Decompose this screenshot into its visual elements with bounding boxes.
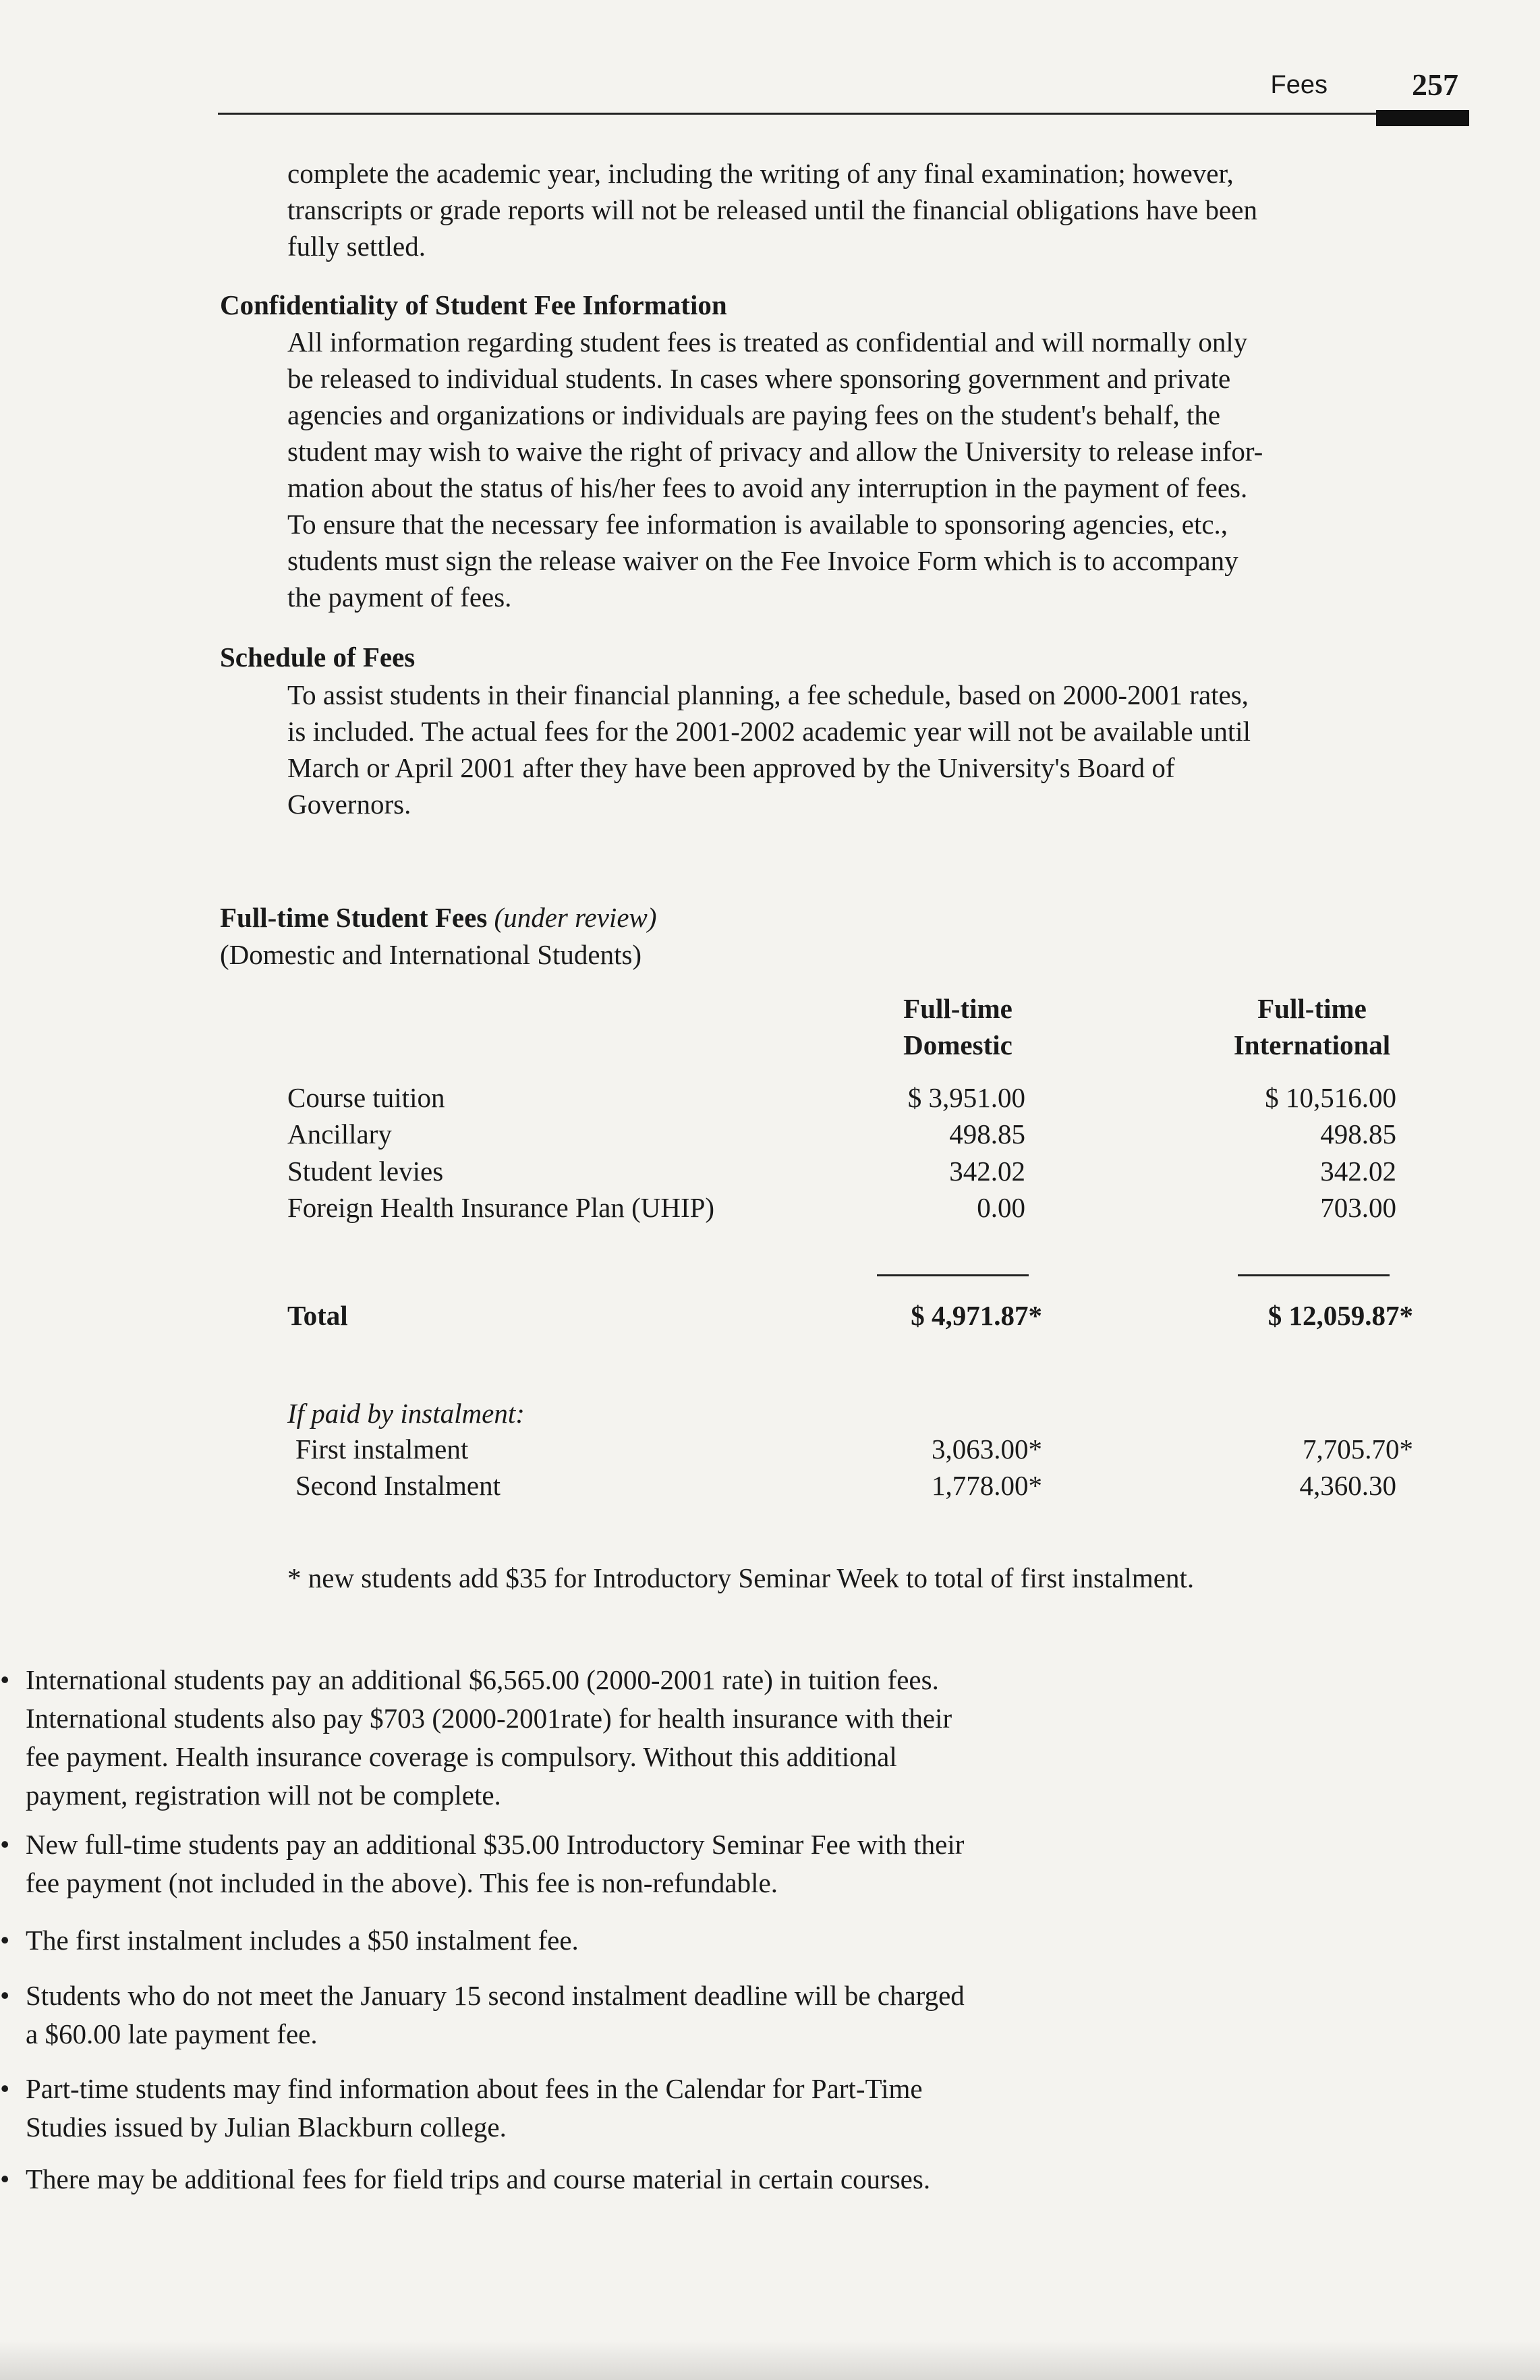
row-domestic: 342.02 <box>949 1156 1025 1187</box>
text-line: To ensure that the necessary fee information is available to sponsoring agencies, etc., <box>287 509 1228 540</box>
footnote: * new students add $35 for Introductory Seminar Week to total of first instalment. <box>287 1562 1195 1593</box>
text-line: Governors. <box>287 789 411 820</box>
running-header <box>218 67 1471 111</box>
text-line: transcripts or grade reports will not be released until the financial obligations have been <box>287 194 1257 225</box>
text-line: complete the academic year, including the writing of any final examination; however, <box>287 158 1234 189</box>
text-line: mation about the status of his/her fees to avoid any interruption in the payment of fees. <box>287 472 1248 503</box>
row-label: Student levies <box>287 1156 444 1187</box>
text-line: be released to individual students. In cases where sponsoring government and private <box>287 363 1231 394</box>
total-rule-international <box>1238 1274 1390 1276</box>
confidentiality-heading: Confidentiality of Student Fee Information <box>220 289 727 320</box>
scan-bottom-edge <box>0 2341 1540 2380</box>
col-head-international-2: International <box>1233 1029 1391 1060</box>
row-domestic: 498.85 <box>949 1118 1025 1150</box>
col-head-domestic-2: Domestic <box>903 1029 1013 1060</box>
header-rule <box>218 113 1469 115</box>
intro-paragraph <box>287 155 1475 264</box>
total-international: $ 12,059.87* <box>1267 1300 1413 1331</box>
fees-table-title-text: Full-time Student Fees <box>220 902 488 933</box>
text-line: fully settled. <box>287 231 426 262</box>
schedule-heading: Schedule of Fees <box>220 642 416 673</box>
row-domestic: 0.00 <box>977 1192 1025 1223</box>
text-line: There may be additional fees for field trips and course material in certain courses. <box>26 2163 931 2194</box>
fees-table-subtitle: (Domestic and International Students) <box>220 939 642 970</box>
confidentiality-paragraph <box>287 324 1475 615</box>
fees-table-title <box>220 899 657 936</box>
instalment-heading: If paid by instalment: <box>287 1398 525 1429</box>
row-label: Foreign Health Insurance Plan (UHIP) <box>287 1192 715 1223</box>
text-line: March or April 2001 after they have been approved by the University's Board of <box>287 752 1175 783</box>
text-line: New full-time students pay an additional $35.00 Introductory Seminar Fee with their <box>26 1829 965 1860</box>
text-line: All information regarding student fees is treated as confidential and will normally only <box>287 327 1248 358</box>
text-line: is included. The actual fees for the 2001-2002 academic year will not be available until <box>287 716 1251 747</box>
page-number: 257 <box>1412 67 1458 102</box>
text-line: International students also pay $703 (2000-2001rate) for health insurance with their <box>26 1703 952 1734</box>
instalment-domestic: 1,778.00* <box>932 1470 1042 1501</box>
text-line: agencies and organizations or individuals are paying fees on the student's behalf, the <box>287 399 1221 430</box>
text-line: payment, registration will not be complete. <box>26 1780 501 1811</box>
instalment-label: Second Instalment <box>295 1470 501 1501</box>
total-rule-domestic <box>877 1274 1029 1276</box>
row-international: 342.02 <box>1320 1156 1396 1187</box>
total-domestic: $ 4,971.87* <box>911 1300 1042 1331</box>
text-line: a $60.00 late payment fee. <box>26 2018 318 2049</box>
total-label: Total <box>287 1300 348 1331</box>
schedule-paragraph <box>287 677 1475 822</box>
text-line: International students pay an additional $6,565.00 (2000-2001 rate) in tuition fees. <box>26 1664 939 1695</box>
col-head-domestic-1: Full-time <box>903 993 1013 1024</box>
row-domestic: $ 3,951.00 <box>907 1082 1025 1113</box>
row-label: Course tuition <box>287 1082 445 1113</box>
row-international: 498.85 <box>1320 1118 1396 1150</box>
row-international: $ 10,516.00 <box>1265 1082 1396 1113</box>
text-line: fee payment (not included in the above). This fee is non-refundable. <box>26 1867 778 1898</box>
fees-table-title-note: (under review) <box>494 902 657 933</box>
text-line: fee payment. Health insurance coverage is compulsory. Without this additional <box>26 1741 897 1772</box>
instalment-international: 7,705.70* <box>1303 1434 1413 1465</box>
header-rule-tab <box>1376 110 1469 126</box>
instalment-international: 4,360.30 <box>1299 1470 1396 1501</box>
text-line: To assist students in their financial planning, a fee schedule, based on 2000-2001 rates, <box>287 679 1249 710</box>
bullet-dot: • <box>0 2073 10 2104</box>
text-line: student may wish to waive the right of privacy and allow the University to release infor- <box>287 436 1263 467</box>
instalment-label: First instalment <box>295 1434 469 1465</box>
text-line: the payment of fees. <box>287 582 512 613</box>
text-line: The first instalment includes a $50 instalment fee. <box>26 1925 579 1956</box>
row-label: Ancillary <box>287 1118 392 1150</box>
header-section-title: Fees <box>1270 71 1328 99</box>
text-line: Students who do not meet the January 15 second instalment deadline will be charged <box>26 1980 965 2011</box>
text-line: Studies issued by Julian Blackburn college. <box>26 2112 507 2143</box>
bullet-dot: • <box>0 1664 10 1695</box>
bullet-dot: • <box>0 1925 10 1956</box>
bullet-dot: • <box>0 1980 10 2011</box>
col-head-international-1: Full-time <box>1257 993 1367 1024</box>
instalment-domestic: 3,063.00* <box>932 1434 1042 1465</box>
text-line: Part-time students may find information about fees in the Calendar for Part-Time <box>26 2073 923 2104</box>
bullet-dot: • <box>0 1829 10 1860</box>
row-international: 703.00 <box>1320 1192 1396 1223</box>
text-line: students must sign the release waiver on the Fee Invoice Form which is to accompany <box>287 545 1238 576</box>
bullet-dot: • <box>0 2163 10 2194</box>
